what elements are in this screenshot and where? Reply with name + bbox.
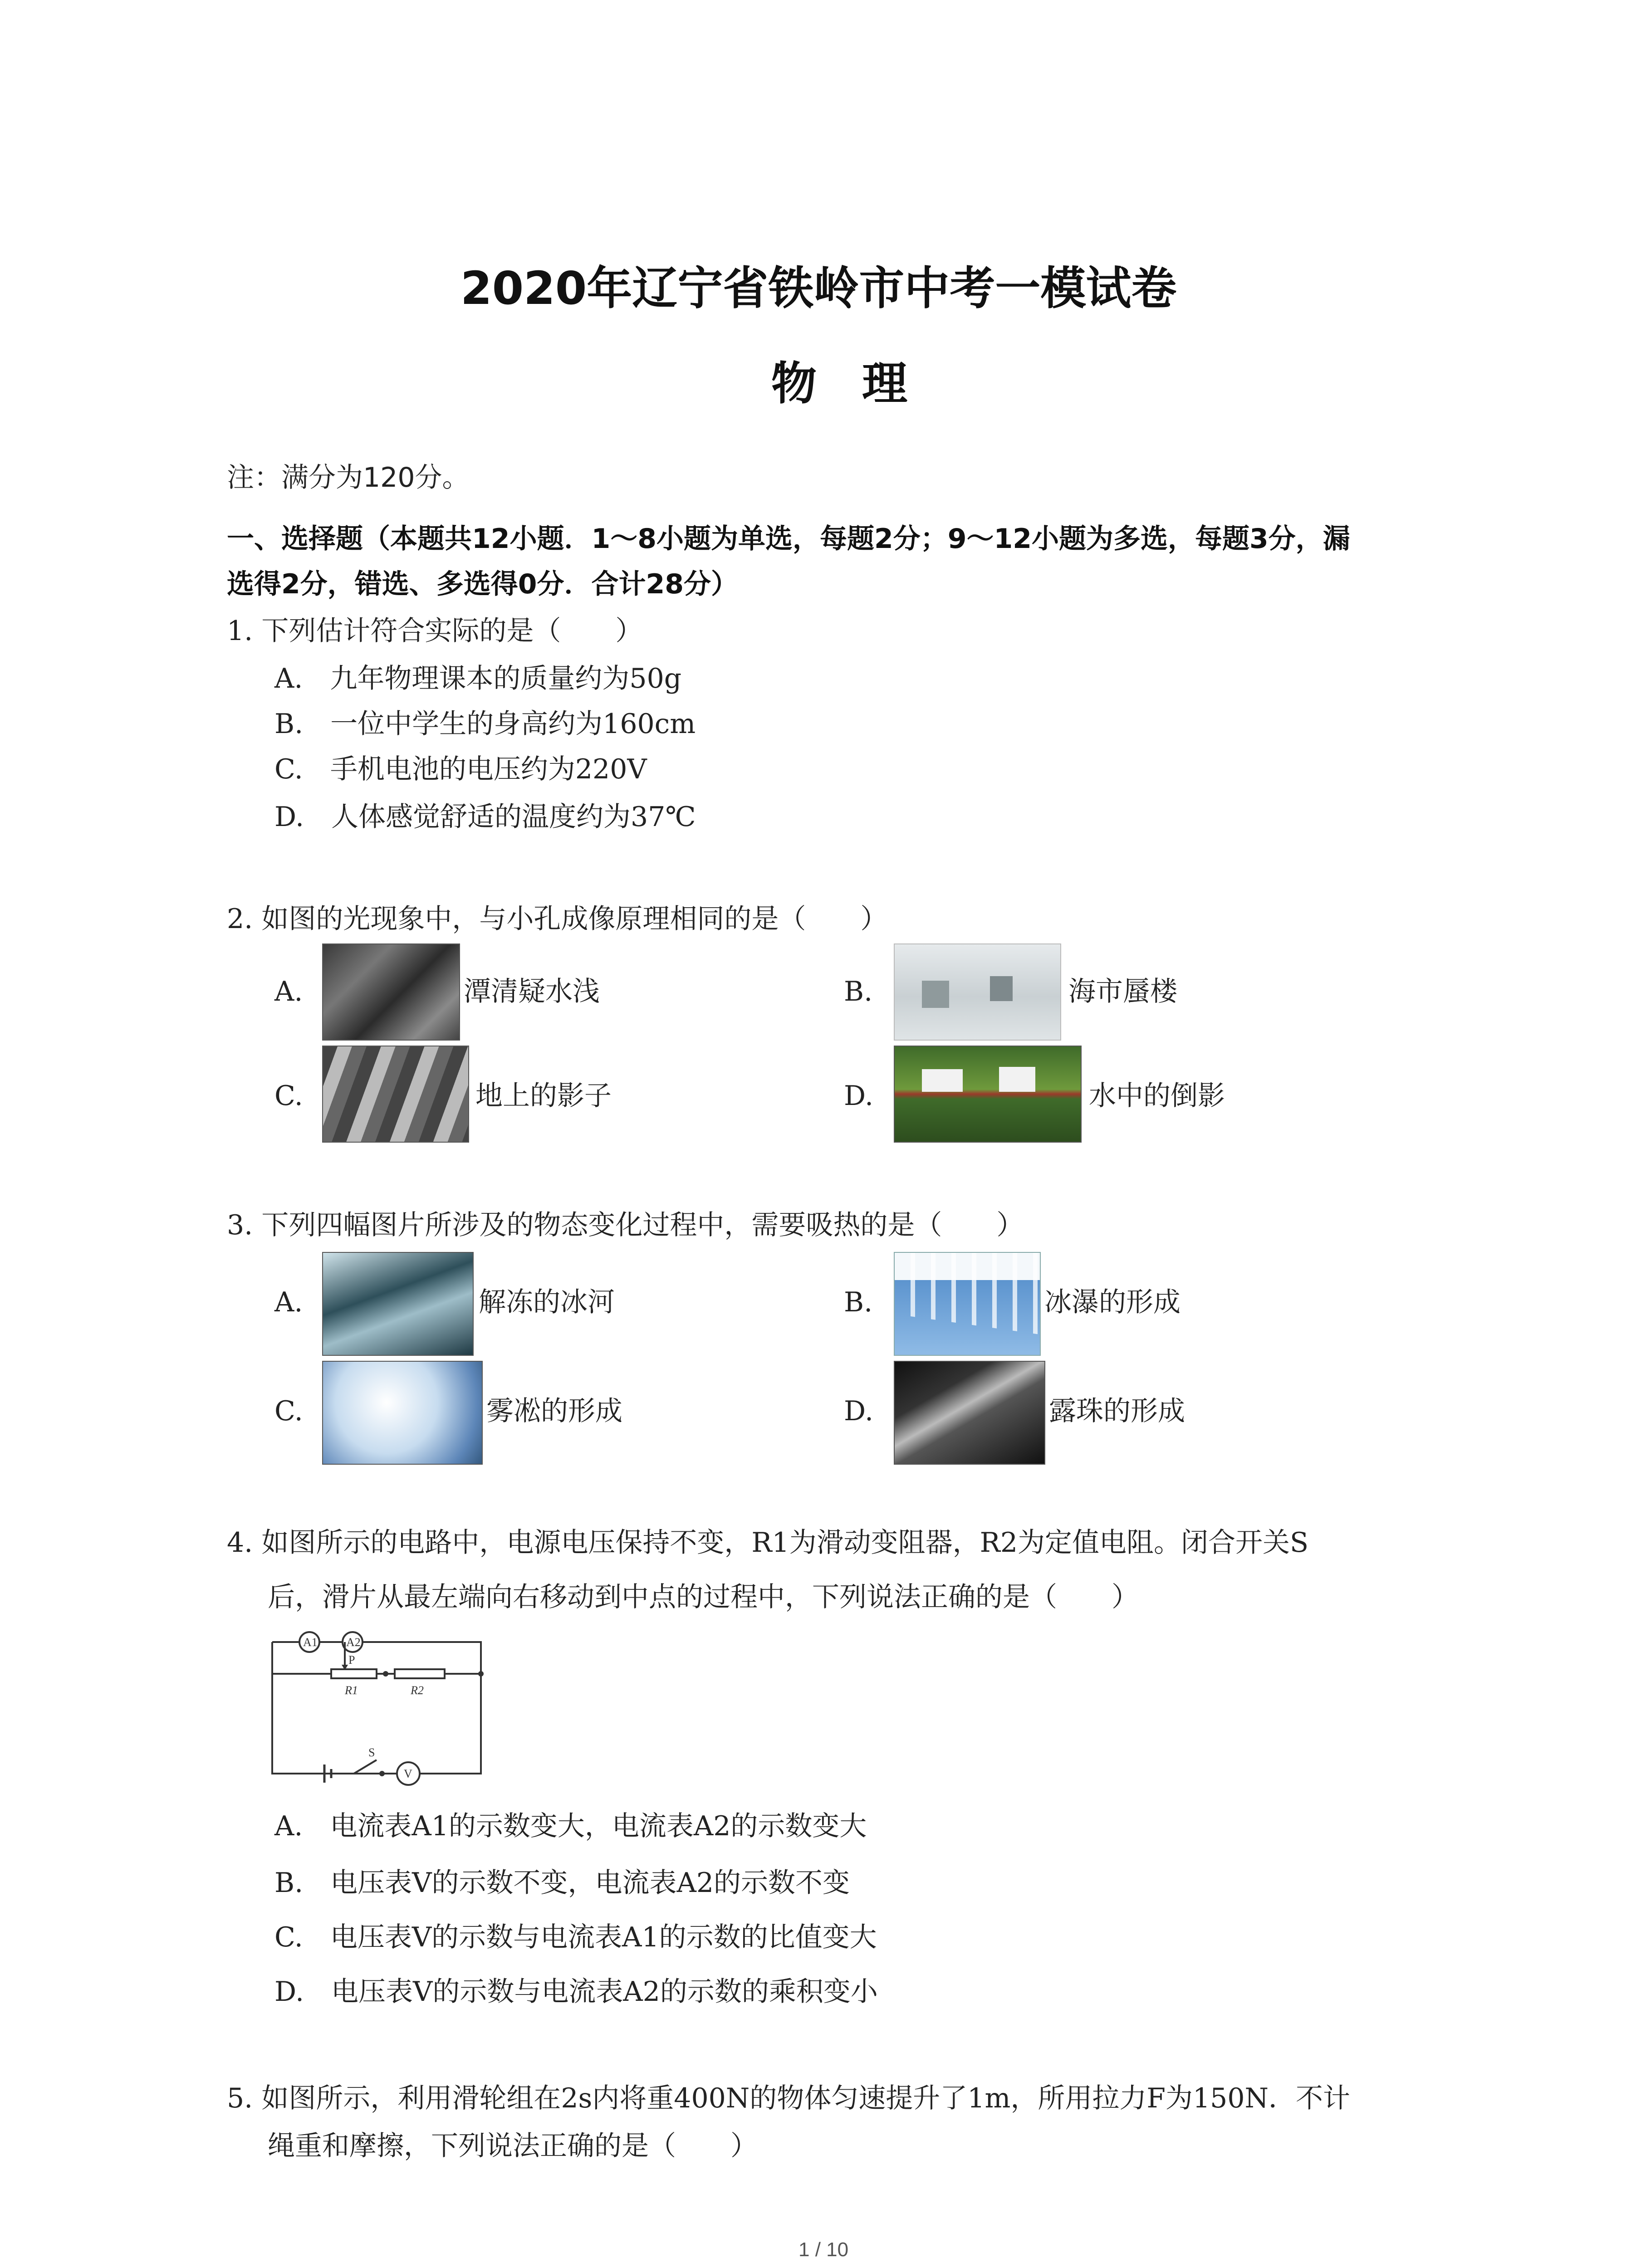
q1-option-b: B. 一位中学生的身高约为160cm	[274, 708, 696, 740]
q3-letter-a: A.	[274, 1286, 303, 1318]
icicle-photo	[894, 1252, 1041, 1356]
q1-option-d: D. 人体感觉舒适的温度约为37℃	[274, 801, 696, 833]
q3-text-d: 露珠的形成	[1049, 1395, 1185, 1427]
q2-stem: 2. 如图的光现象中，与小孔成像原理相同的是（ ）	[227, 903, 888, 935]
thawing-river-photo	[322, 1252, 474, 1356]
score-note: 注：满分为120分。	[227, 462, 470, 494]
circuit-s-label: S	[368, 1746, 375, 1759]
q2-letter-a: A.	[274, 976, 303, 1007]
q3-letter-b: B.	[844, 1286, 873, 1318]
q2-letter-b: B.	[844, 976, 873, 1007]
q1-option-a: A. 九年物理课本的质量约为50g	[274, 663, 682, 694]
clear-pool-photo	[322, 943, 460, 1041]
q3-text-b: 冰瀑的形成	[1044, 1286, 1181, 1318]
mirage-photo	[894, 943, 1061, 1041]
rime-photo	[322, 1361, 483, 1465]
reflection-photo	[894, 1046, 1082, 1143]
circuit-r2-label: R2	[411, 1684, 424, 1697]
dew-photo	[894, 1361, 1045, 1465]
q1-option-c: C. 手机电池的电压约为220V	[274, 753, 647, 785]
q3-text-c: 雾凇的形成	[486, 1395, 622, 1427]
subject-title: 物 理	[771, 357, 907, 410]
q2-text-a: 潭清疑水浅	[464, 976, 600, 1007]
circuit-p-label: P	[348, 1653, 355, 1667]
q4-option-d: D. 电压表V的示数与电流表A2的示数的乘积变小	[274, 1976, 878, 2008]
circuit-diagram	[263, 1628, 490, 1796]
section-heading-line1: 一、选择题（本题共12小题．1～8小题为单选，每题2分；9～12小题为多选，每题3分，漏	[227, 523, 1350, 555]
q4-option-b: B. 电压表V的示数不变，电流表A2的示数不变	[274, 1867, 850, 1899]
q5-stem-line2: 绳重和摩擦，下列说法正确的是（ ）	[268, 2130, 758, 2162]
q3-text-a: 解冻的冰河	[479, 1286, 615, 1318]
circuit-a1-label: A1	[303, 1636, 318, 1649]
q2-letter-d: D.	[844, 1080, 874, 1112]
q3-letter-d: D.	[844, 1395, 874, 1427]
q2-letter-c: C.	[274, 1080, 303, 1112]
q4-option-a: A. 电流表A1的示数变大，电流表A2的示数变大	[274, 1810, 867, 1842]
circuit-a2-label: A2	[346, 1636, 361, 1649]
q3-letter-c: C.	[274, 1395, 303, 1427]
circuit-r1-label: R1	[345, 1684, 358, 1697]
shadow-photo	[322, 1046, 469, 1143]
q3-stem: 3. 下列四幅图片所涉及的物态变化过程中，需要吸热的是（ ）	[227, 1209, 1024, 1241]
q2-text-b: 海市蜃楼	[1068, 976, 1177, 1007]
q4-stem-line2: 后，滑片从最左端向右移动到中点的过程中，下列说法正确的是（ ）	[268, 1581, 1139, 1613]
q1-stem: 1. 下列估计符合实际的是（ ）	[227, 615, 643, 647]
circuit-v-label: V	[404, 1767, 412, 1780]
q2-text-d: 水中的倒影	[1089, 1080, 1225, 1112]
exam-title: 2020年辽宁省铁岭市中考一模试卷	[460, 262, 1177, 315]
q4-stem-line1: 4. 如图所示的电路中，电源电压保持不变，R1为滑动变阻器，R2为定值电阻。闭合开关S	[227, 1527, 1309, 1559]
section-heading-line2: 选得2分，错选、多选得0分．合计28分）	[227, 568, 738, 600]
q5-stem-line1: 5. 如图所示，利用滑轮组在2s内将重400N的物体匀速提升了1m，所用拉力F为150N．不计	[227, 2082, 1351, 2114]
q2-text-c: 地上的影子	[475, 1080, 612, 1112]
q4-option-c: C. 电压表V的示数与电流表A1的示数的比值变大	[274, 1921, 877, 1953]
page-number: 1 / 10	[798, 2239, 849, 2261]
